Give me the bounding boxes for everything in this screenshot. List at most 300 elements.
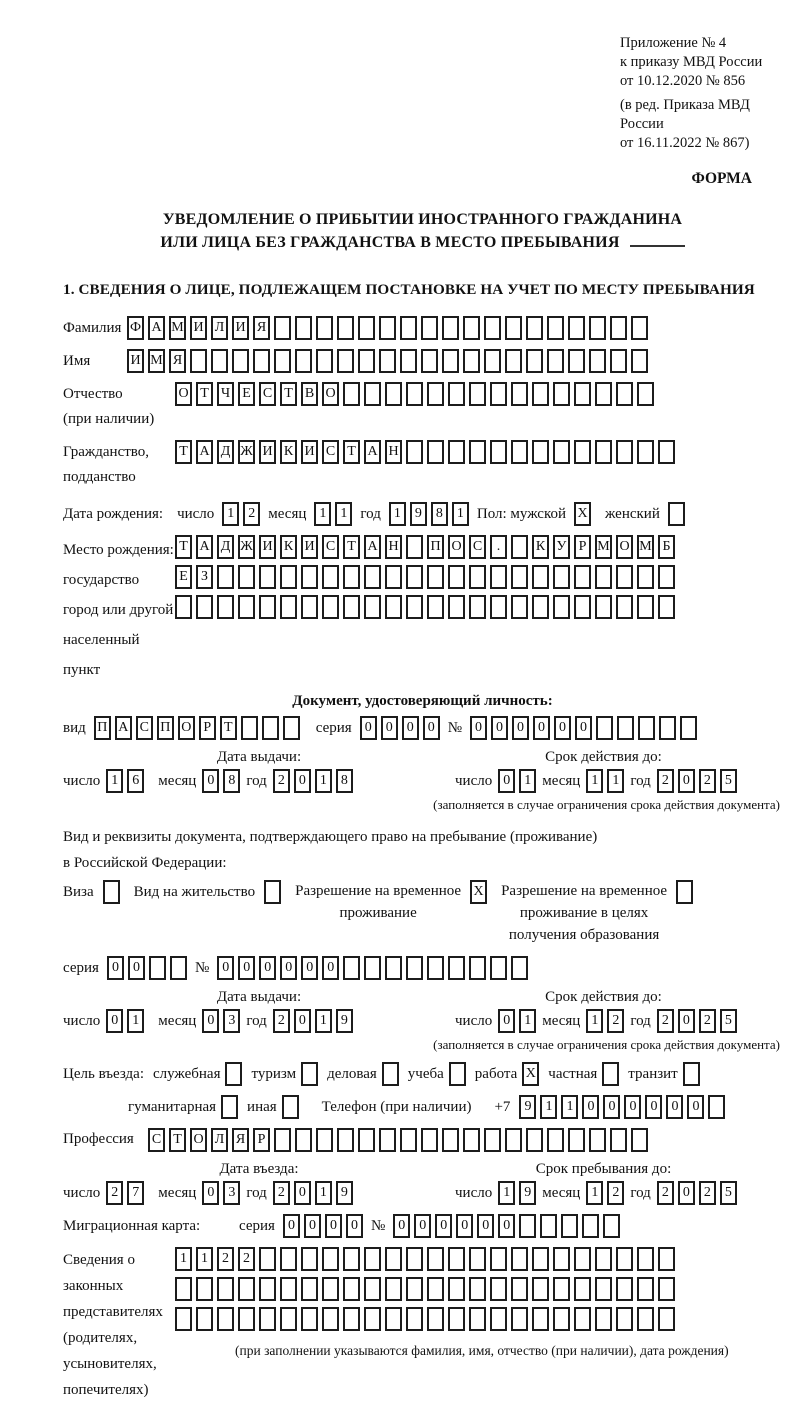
char-cell[interactable] [658,1307,675,1331]
char-cell[interactable] [280,1247,297,1271]
char-cell[interactable]: 0 [301,956,318,980]
char-cell[interactable] [316,349,333,373]
char-cell[interactable]: Н [385,535,402,559]
char-cell[interactable]: Т [343,440,360,464]
char-cell[interactable]: 2 [699,1009,716,1033]
char-cell[interactable] [343,956,360,980]
char-cell[interactable] [574,565,591,589]
char-cell[interactable] [637,1277,654,1301]
char-cell[interactable]: 1 [315,1009,332,1033]
char-cell[interactable] [532,440,549,464]
char-cell[interactable]: 0 [402,716,419,740]
char-cell[interactable] [553,565,570,589]
char-cell[interactable]: Ф [127,316,144,340]
char-cell[interactable]: Т [220,716,237,740]
char-cell[interactable] [385,595,402,619]
char-cell[interactable]: Ж [238,535,255,559]
checkbox-cell[interactable] [668,502,685,526]
char-cell[interactable]: А [364,535,381,559]
char-cell[interactable]: М [169,316,186,340]
checkbox-cell[interactable] [602,1062,619,1086]
char-cell[interactable] [595,1247,612,1271]
char-cell[interactable]: 0 [217,956,234,980]
char-cell[interactable] [232,349,249,373]
char-cell[interactable]: 2 [699,1181,716,1205]
char-cell[interactable]: 0 [575,716,592,740]
char-cell[interactable]: Т [169,1128,186,1152]
char-cell[interactable] [295,316,312,340]
char-cell[interactable]: 3 [223,1009,240,1033]
char-cell[interactable] [337,316,354,340]
char-cell[interactable]: 1 [175,1247,192,1271]
char-cell[interactable] [532,1277,549,1301]
char-cell[interactable] [532,1247,549,1271]
char-cell[interactable]: 0 [322,956,339,980]
char-cell[interactable] [469,595,486,619]
char-cell[interactable] [442,316,459,340]
char-cell[interactable]: 0 [477,1214,494,1238]
char-cell[interactable] [427,565,444,589]
char-cell[interactable] [574,1247,591,1271]
char-cell[interactable] [469,1247,486,1271]
char-cell[interactable]: И [259,440,276,464]
char-cell[interactable] [595,440,612,464]
char-cell[interactable] [532,382,549,406]
char-cell[interactable]: Т [343,535,360,559]
char-cell[interactable] [553,1307,570,1331]
checkbox-cell[interactable]: X [574,502,591,526]
char-cell[interactable] [274,316,291,340]
char-cell[interactable]: 1 [519,769,536,793]
char-cell[interactable] [259,565,276,589]
char-cell[interactable]: И [127,349,144,373]
char-cell[interactable] [448,565,465,589]
char-cell[interactable] [196,1277,213,1301]
char-cell[interactable]: И [301,535,318,559]
char-cell[interactable] [448,1277,465,1301]
char-cell[interactable] [364,1247,381,1271]
char-cell[interactable] [385,1277,402,1301]
char-cell[interactable]: 1 [315,769,332,793]
char-cell[interactable] [175,1277,192,1301]
char-cell[interactable]: 2 [273,1009,290,1033]
char-cell[interactable] [448,382,465,406]
char-cell[interactable] [421,316,438,340]
char-cell[interactable]: 2 [699,769,716,793]
char-cell[interactable] [553,382,570,406]
char-cell[interactable] [421,349,438,373]
char-cell[interactable]: 0 [360,716,377,740]
char-cell[interactable]: П [427,535,444,559]
char-cell[interactable]: Е [175,565,192,589]
char-cell[interactable] [211,349,228,373]
char-cell[interactable]: 2 [657,1181,674,1205]
char-cell[interactable] [364,565,381,589]
char-cell[interactable]: 9 [336,1181,353,1205]
char-cell[interactable]: 1 [314,502,331,526]
char-cell[interactable] [526,1128,543,1152]
char-cell[interactable]: 0 [280,956,297,980]
char-cell[interactable] [610,316,627,340]
char-cell[interactable] [505,349,522,373]
char-cell[interactable] [532,595,549,619]
char-cell[interactable]: 0 [238,956,255,980]
char-cell[interactable] [322,1307,339,1331]
char-cell[interactable] [484,349,501,373]
char-cell[interactable]: О [175,382,192,406]
char-cell[interactable]: Н [385,440,402,464]
char-cell[interactable] [175,595,192,619]
char-cell[interactable] [582,1214,599,1238]
char-cell[interactable] [511,956,528,980]
char-cell[interactable] [637,565,654,589]
char-cell[interactable]: Л [211,316,228,340]
char-cell[interactable]: 1 [452,502,469,526]
char-cell[interactable]: 1 [586,1009,603,1033]
char-cell[interactable]: О [616,535,633,559]
checkbox-cell[interactable] [103,880,120,904]
char-cell[interactable] [469,1307,486,1331]
char-cell[interactable] [406,1277,423,1301]
char-cell[interactable] [469,1277,486,1301]
char-cell[interactable]: 0 [202,1009,219,1033]
char-cell[interactable]: С [322,535,339,559]
char-cell[interactable] [217,1307,234,1331]
char-cell[interactable] [574,1277,591,1301]
char-cell[interactable]: А [364,440,381,464]
char-cell[interactable]: С [136,716,153,740]
char-cell[interactable] [316,316,333,340]
char-cell[interactable]: 9 [410,502,427,526]
char-cell[interactable]: 0 [423,716,440,740]
char-cell[interactable]: 0 [498,1009,515,1033]
char-cell[interactable]: 2 [657,1009,674,1033]
char-cell[interactable]: 9 [519,1181,536,1205]
char-cell[interactable] [259,595,276,619]
char-cell[interactable] [301,1277,318,1301]
char-cell[interactable] [490,382,507,406]
char-cell[interactable] [364,1277,381,1301]
char-cell[interactable]: Е [238,382,255,406]
char-cell[interactable]: 0 [128,956,145,980]
char-cell[interactable] [490,956,507,980]
char-cell[interactable]: 0 [645,1095,662,1119]
char-cell[interactable] [448,1247,465,1271]
char-cell[interactable] [343,1277,360,1301]
char-cell[interactable]: 1 [106,769,123,793]
char-cell[interactable]: 0 [678,1181,695,1205]
char-cell[interactable]: 0 [202,1181,219,1205]
char-cell[interactable] [427,595,444,619]
char-cell[interactable]: Р [574,535,591,559]
char-cell[interactable] [379,349,396,373]
char-cell[interactable] [322,565,339,589]
char-cell[interactable]: П [94,716,111,740]
char-cell[interactable]: А [148,316,165,340]
char-cell[interactable]: 9 [336,1009,353,1033]
char-cell[interactable]: 0 [414,1214,431,1238]
char-cell[interactable] [322,1277,339,1301]
char-cell[interactable] [631,316,648,340]
char-cell[interactable] [274,1128,291,1152]
char-cell[interactable]: 0 [470,716,487,740]
char-cell[interactable]: Т [175,440,192,464]
char-cell[interactable]: 1 [498,1181,515,1205]
char-cell[interactable] [490,440,507,464]
char-cell[interactable] [680,716,697,740]
char-cell[interactable] [708,1095,725,1119]
char-cell[interactable] [364,1307,381,1331]
char-cell[interactable] [241,716,258,740]
char-cell[interactable] [637,382,654,406]
char-cell[interactable]: К [280,440,297,464]
char-cell[interactable] [637,440,654,464]
char-cell[interactable] [658,1247,675,1271]
char-cell[interactable] [301,1247,318,1271]
char-cell[interactable] [637,1307,654,1331]
char-cell[interactable] [658,565,675,589]
char-cell[interactable]: У [553,535,570,559]
char-cell[interactable] [400,316,417,340]
char-cell[interactable] [589,349,606,373]
char-cell[interactable] [406,565,423,589]
char-cell[interactable]: З [196,565,213,589]
char-cell[interactable]: 0 [202,769,219,793]
char-cell[interactable] [385,565,402,589]
char-cell[interactable] [385,1307,402,1331]
char-cell[interactable] [427,382,444,406]
char-cell[interactable]: 2 [273,1181,290,1205]
char-cell[interactable] [364,595,381,619]
char-cell[interactable]: А [196,440,213,464]
char-cell[interactable] [400,349,417,373]
checkbox-cell[interactable] [683,1062,700,1086]
char-cell[interactable]: 0 [624,1095,641,1119]
char-cell[interactable] [659,716,676,740]
char-cell[interactable] [442,1128,459,1152]
char-cell[interactable] [238,595,255,619]
char-cell[interactable]: Т [196,382,213,406]
char-cell[interactable] [448,956,465,980]
char-cell[interactable] [511,440,528,464]
char-cell[interactable] [301,1307,318,1331]
char-cell[interactable] [217,1277,234,1301]
char-cell[interactable] [406,535,423,559]
char-cell[interactable]: 0 [582,1095,599,1119]
char-cell[interactable] [553,595,570,619]
char-cell[interactable] [406,440,423,464]
char-cell[interactable]: 0 [491,716,508,740]
checkbox-cell[interactable]: X [470,880,487,904]
char-cell[interactable]: 8 [336,769,353,793]
char-cell[interactable] [238,565,255,589]
char-cell[interactable]: 0 [498,1214,515,1238]
char-cell[interactable] [322,1247,339,1271]
char-cell[interactable] [238,1307,255,1331]
char-cell[interactable]: 5 [720,1009,737,1033]
char-cell[interactable] [406,595,423,619]
char-cell[interactable] [427,1247,444,1271]
char-cell[interactable] [448,1307,465,1331]
char-cell[interactable] [343,1307,360,1331]
char-cell[interactable]: 0 [498,769,515,793]
char-cell[interactable] [540,1214,557,1238]
char-cell[interactable] [217,565,234,589]
char-cell[interactable]: 1 [607,769,624,793]
char-cell[interactable]: 2 [273,769,290,793]
char-cell[interactable] [637,595,654,619]
checkbox-cell[interactable] [382,1062,399,1086]
char-cell[interactable] [406,956,423,980]
char-cell[interactable]: И [301,440,318,464]
char-cell[interactable] [262,716,279,740]
char-cell[interactable] [484,316,501,340]
char-cell[interactable] [553,440,570,464]
char-cell[interactable] [526,349,543,373]
char-cell[interactable]: С [469,535,486,559]
char-cell[interactable] [337,349,354,373]
char-cell[interactable]: Я [169,349,186,373]
char-cell[interactable] [547,316,564,340]
char-cell[interactable] [343,382,360,406]
char-cell[interactable]: 0 [666,1095,683,1119]
char-cell[interactable]: Ж [238,440,255,464]
char-cell[interactable] [343,1247,360,1271]
char-cell[interactable]: 1 [335,502,352,526]
char-cell[interactable] [511,535,528,559]
char-cell[interactable]: 1 [389,502,406,526]
char-cell[interactable]: К [280,535,297,559]
char-cell[interactable] [589,316,606,340]
char-cell[interactable] [283,716,300,740]
char-cell[interactable]: 2 [607,1009,624,1033]
char-cell[interactable] [490,1307,507,1331]
char-cell[interactable] [400,1128,417,1152]
checkbox-cell[interactable] [264,880,281,904]
char-cell[interactable] [280,595,297,619]
char-cell[interactable] [511,565,528,589]
char-cell[interactable]: В [301,382,318,406]
char-cell[interactable] [616,440,633,464]
char-cell[interactable]: А [196,535,213,559]
char-cell[interactable]: 2 [217,1247,234,1271]
checkbox-cell[interactable]: X [522,1062,539,1086]
char-cell[interactable]: О [178,716,195,740]
char-cell[interactable] [259,1247,276,1271]
char-cell[interactable] [343,565,360,589]
char-cell[interactable] [385,1247,402,1271]
char-cell[interactable] [385,956,402,980]
char-cell[interactable] [364,956,381,980]
char-cell[interactable] [358,349,375,373]
checkbox-cell[interactable] [301,1062,318,1086]
char-cell[interactable] [190,349,207,373]
char-cell[interactable] [595,1277,612,1301]
char-cell[interactable]: Я [232,1128,249,1152]
char-cell[interactable]: 0 [283,1214,300,1238]
char-cell[interactable]: Д [217,440,234,464]
char-cell[interactable] [217,595,234,619]
checkbox-cell[interactable] [676,880,693,904]
char-cell[interactable] [406,1307,423,1331]
char-cell[interactable]: Л [211,1128,228,1152]
char-cell[interactable]: 6 [127,769,144,793]
char-cell[interactable]: 0 [107,956,124,980]
char-cell[interactable] [295,349,312,373]
char-cell[interactable]: 8 [431,502,448,526]
char-cell[interactable]: 7 [127,1181,144,1205]
char-cell[interactable] [631,349,648,373]
char-cell[interactable] [603,1214,620,1238]
char-cell[interactable]: 1 [561,1095,578,1119]
char-cell[interactable] [505,1128,522,1152]
char-cell[interactable]: 3 [223,1181,240,1205]
char-cell[interactable] [637,1247,654,1271]
char-cell[interactable] [427,1307,444,1331]
char-cell[interactable] [574,440,591,464]
char-cell[interactable]: Я [253,316,270,340]
char-cell[interactable] [469,382,486,406]
char-cell[interactable]: М [148,349,165,373]
char-cell[interactable]: 0 [512,716,529,740]
char-cell[interactable] [553,1247,570,1271]
char-cell[interactable] [574,1307,591,1331]
char-cell[interactable] [616,1277,633,1301]
char-cell[interactable] [301,595,318,619]
char-cell[interactable]: 0 [325,1214,342,1238]
char-cell[interactable]: К [532,535,549,559]
char-cell[interactable] [427,956,444,980]
char-cell[interactable] [595,1307,612,1331]
char-cell[interactable] [295,1128,312,1152]
char-cell[interactable] [484,1128,501,1152]
char-cell[interactable] [595,382,612,406]
char-cell[interactable] [568,1128,585,1152]
char-cell[interactable] [343,595,360,619]
char-cell[interactable]: 0 [294,769,311,793]
char-cell[interactable] [427,1277,444,1301]
char-cell[interactable] [616,382,633,406]
char-cell[interactable]: Т [280,382,297,406]
char-cell[interactable] [421,1128,438,1152]
char-cell[interactable] [238,1277,255,1301]
char-cell[interactable] [253,349,270,373]
char-cell[interactable] [463,1128,480,1152]
char-cell[interactable] [469,440,486,464]
char-cell[interactable] [490,1247,507,1271]
char-cell[interactable] [280,1307,297,1331]
char-cell[interactable]: 0 [294,1181,311,1205]
char-cell[interactable]: 1 [127,1009,144,1033]
char-cell[interactable]: 1 [222,502,239,526]
char-cell[interactable] [658,1277,675,1301]
char-cell[interactable]: 1 [519,1009,536,1033]
char-cell[interactable]: Т [175,535,192,559]
char-cell[interactable] [406,1247,423,1271]
char-cell[interactable]: Д [217,535,234,559]
char-cell[interactable]: 1 [586,1181,603,1205]
char-cell[interactable] [595,595,612,619]
char-cell[interactable] [532,565,549,589]
char-cell[interactable] [631,1128,648,1152]
char-cell[interactable] [322,595,339,619]
char-cell[interactable]: 8 [223,769,240,793]
char-cell[interactable] [547,1128,564,1152]
char-cell[interactable]: 0 [456,1214,473,1238]
char-cell[interactable]: Р [253,1128,270,1152]
char-cell[interactable] [448,440,465,464]
char-cell[interactable] [316,1128,333,1152]
